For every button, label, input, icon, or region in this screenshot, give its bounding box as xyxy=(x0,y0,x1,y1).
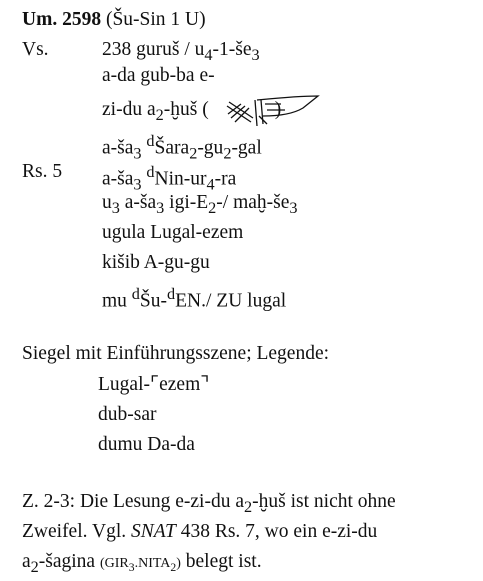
line-9-text-c: EN./ ZU lugal xyxy=(175,290,287,312)
line-1-sub: 4 xyxy=(204,45,213,64)
line-4-sub2: 2 xyxy=(189,144,198,163)
line-6-text-a: u xyxy=(102,192,112,213)
line-3-text-a: zi-du a xyxy=(102,99,156,120)
line-5-sup: d xyxy=(146,163,155,181)
line-5-sub: 3 xyxy=(133,175,142,194)
note-2-text-a: Zweifel. Vgl. xyxy=(22,521,132,542)
note-3-sc-sub2: 2 xyxy=(170,560,177,574)
line-6-sub3: 2 xyxy=(208,198,217,217)
note-line-3 xyxy=(22,550,262,580)
note-3-sc-c: ) xyxy=(176,556,181,571)
obverse-label: Vs. xyxy=(22,39,49,60)
line-5-sub2: 4 xyxy=(206,175,215,194)
line-9-text-b: Šu- xyxy=(139,290,168,312)
line-4-text-c: -gu xyxy=(197,137,224,159)
note-2-italic: SNAT xyxy=(131,521,176,542)
note-3-sc-b: .NITA xyxy=(134,556,171,571)
line-9-text-a: mu xyxy=(102,290,132,312)
seal-line-1: Lugal-⌜ezem⌝ xyxy=(98,374,210,395)
note-3-text-c: belegt ist. xyxy=(180,551,262,572)
line-6-sub: 3 xyxy=(111,198,120,217)
line-3-text-c: ) xyxy=(274,99,282,120)
note-1-text-a: Z. 2-3: Die Lesung e-zi-du a xyxy=(22,491,245,512)
line-4-sub3: 2 xyxy=(223,144,232,163)
line-6-sub4: 3 xyxy=(289,198,298,217)
line-5-text-b: Nin-ur xyxy=(154,168,207,190)
seal-heading: Siegel mit Einführungsszene; Legende: xyxy=(22,343,330,364)
tablet-id xyxy=(22,8,206,32)
line-3-text-b: -ḫuš ( xyxy=(163,99,209,120)
seal-line-2: dub-sar xyxy=(98,404,157,425)
note-3-smallcaps xyxy=(99,556,181,574)
line-7: ugula Lugal-ezem xyxy=(102,222,244,243)
line-6 xyxy=(102,191,298,220)
line-9-sup2: d xyxy=(167,285,176,303)
line-9-sup: d xyxy=(131,285,140,303)
line-5-text-a: a-ša xyxy=(102,168,134,190)
line-4-text-b: Šara xyxy=(154,137,190,159)
line-6-sub2: 3 xyxy=(156,198,165,217)
line-9 xyxy=(102,282,286,314)
line-5-text-c: -ra xyxy=(214,168,237,190)
seal-line-3: dumu Da-da xyxy=(98,434,195,455)
note-2-text-b: 438 Rs. 7, wo ein e-zi-du xyxy=(175,521,378,542)
note-1-sub: 2 xyxy=(244,497,253,516)
reverse-label: Rs. 5 xyxy=(22,161,63,182)
note-1-text-b: -ḫuš ist nicht ohne xyxy=(252,491,396,512)
cuneiform-sign-sketch xyxy=(223,92,323,132)
line-1-text-a: 238 guruš / u xyxy=(102,39,205,60)
line-6-text-d: -/ maḫ-še xyxy=(216,192,290,213)
line-4-sup: d xyxy=(146,132,155,150)
tablet-ref: (Šu-Sin 1 U) xyxy=(105,9,206,30)
line-4-text-a: a-ša xyxy=(102,137,134,159)
line-1 xyxy=(102,38,260,67)
note-3-sc-a: (GIR xyxy=(99,556,129,571)
note-line-2 xyxy=(22,520,377,544)
line-6-text-b: a-ša xyxy=(119,192,157,213)
note-3-text-b: -šagina xyxy=(38,551,100,572)
line-3-sub: 2 xyxy=(155,105,164,124)
note-3-sub: 2 xyxy=(30,557,39,576)
line-4-sub: 3 xyxy=(133,144,142,163)
note-3-text-a: a xyxy=(22,551,31,572)
line-1-text-b: -1-še xyxy=(212,39,252,60)
line-1-sub2: 3 xyxy=(251,45,260,64)
line-4-text-d: -gal xyxy=(231,137,262,159)
line-8: kišib A-gu-gu xyxy=(102,252,210,273)
note-line-1 xyxy=(22,490,396,519)
line-6-text-c: igi-E xyxy=(164,192,209,213)
line-2: a-da gub-ba e- xyxy=(102,65,215,86)
note-3-sc-sub: 3 xyxy=(128,560,135,574)
tablet-number: Um. 2598 xyxy=(22,9,102,30)
